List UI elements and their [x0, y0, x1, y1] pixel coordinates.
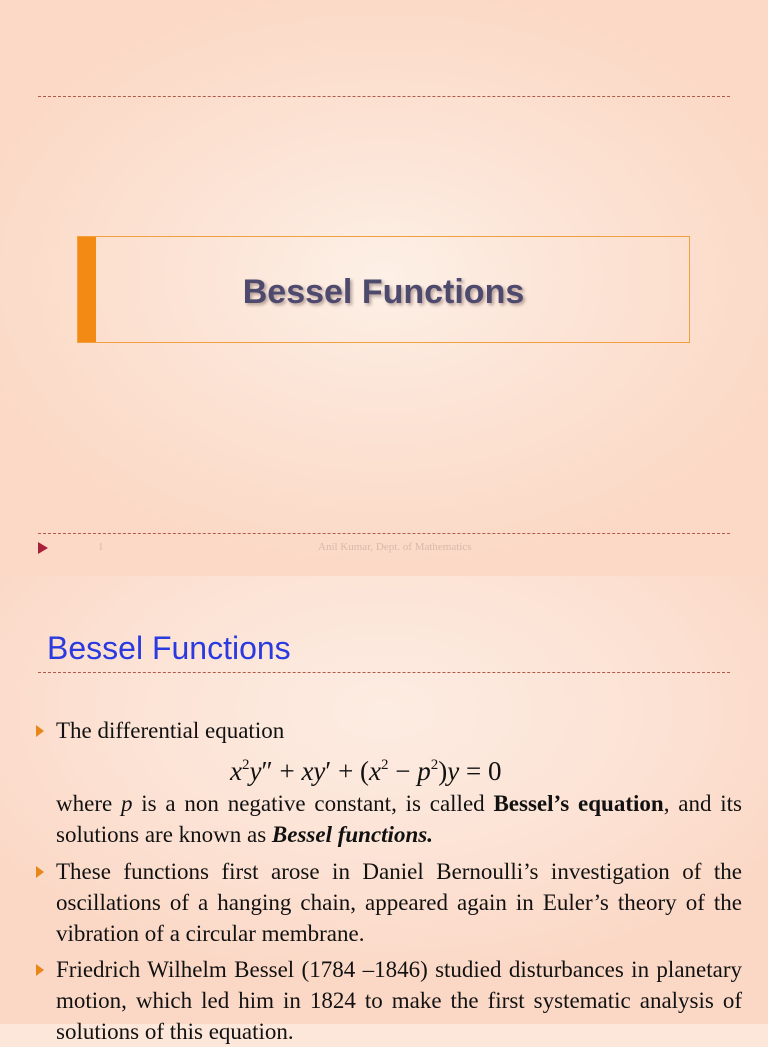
title-divider: [38, 672, 730, 673]
bullet-bessel: Friedrich Wilhelm Bessel (1784 –1846) studied disturbances in planetary motion, which led him in 1824 to make the first systematic analysis of solutions of this equation.: [56, 957, 742, 1044]
footer-arrow-icon: [38, 542, 48, 554]
content-slide-title: Bessel Functions: [47, 630, 291, 666]
bessel-equation: $x^2y'' + xy' + (x^2 - p^2)y = 0$: [230, 756, 502, 786]
bullet-definition: where p is a non negative constant, is called Bessel’s equation, and its solutions are known as Bessel functions.: [56, 791, 742, 847]
bullet-intro: The differential equation: [56, 718, 285, 743]
bullet-history: These functions first arose in Daniel Bernoulli’s investigation of the oscillations of a hanging chain, appeared again in Euler’s theory of the vibration of a circular membrane.: [56, 859, 742, 946]
title-box: [77, 236, 690, 343]
bullet-arrow-icon: [36, 725, 44, 737]
content-slide: [0, 576, 768, 1044]
footer-divider: [38, 533, 730, 534]
bullet-arrow-icon: [36, 866, 44, 878]
footer-author: Anil Kumar, Dept. of Mathematics: [318, 541, 472, 553]
top-divider: [38, 96, 730, 97]
bullet-arrow-icon: [36, 964, 44, 976]
slide-number: 1: [98, 541, 104, 553]
slide-title: Bessel Functions: [242, 273, 525, 311]
